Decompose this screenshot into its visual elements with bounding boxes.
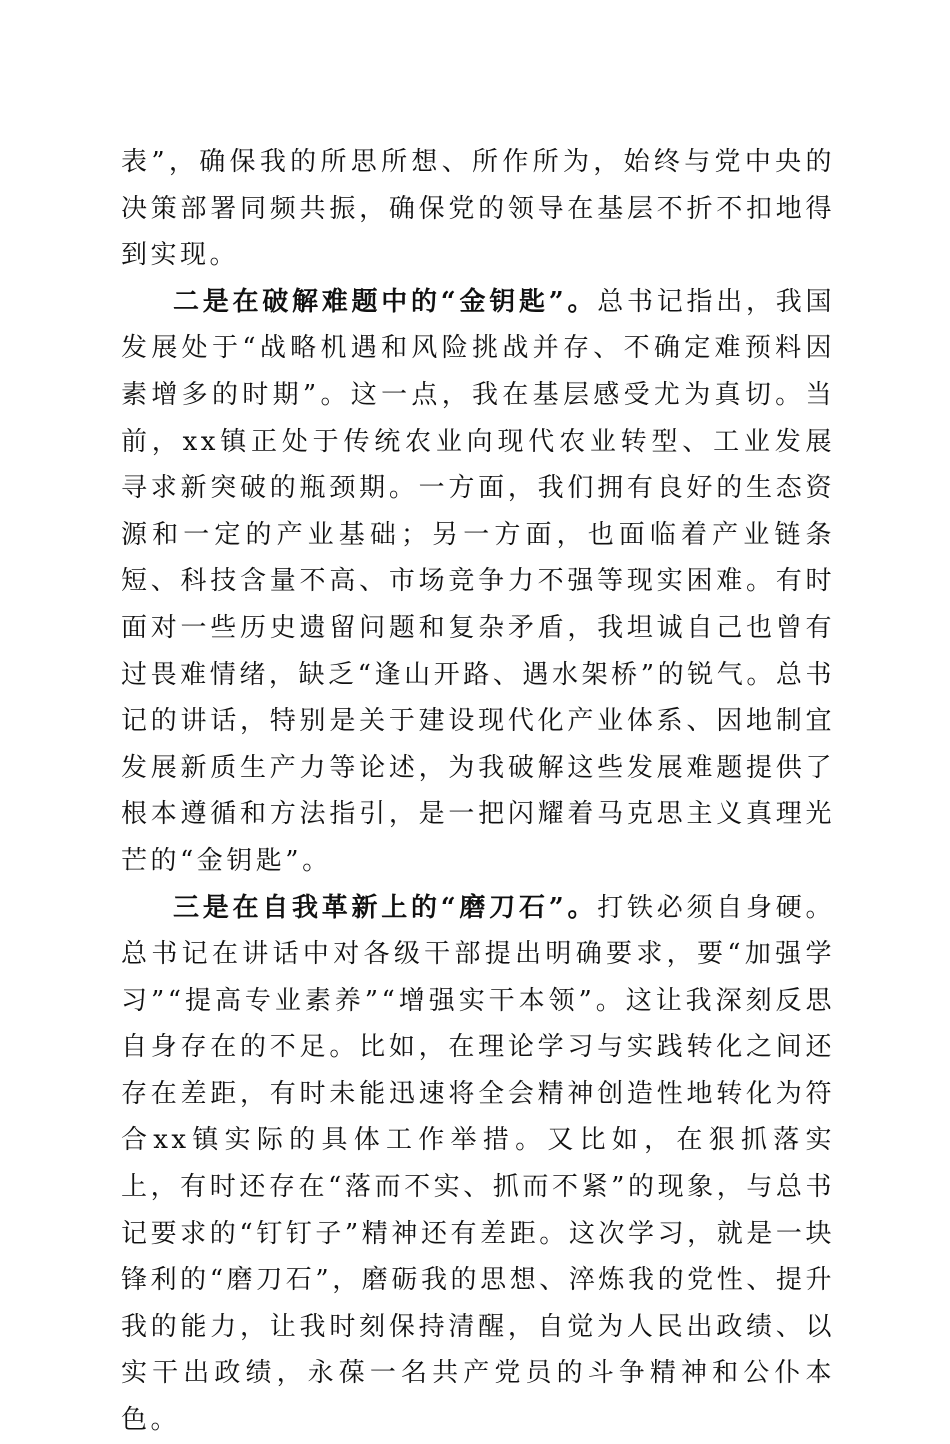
paragraph-continuation <box>121 139 835 279</box>
document-body <box>121 139 835 1444</box>
paragraph-lead: 三是在自我革新上的“磨刀石”。 <box>173 892 598 923</box>
paragraph-golden-key <box>121 279 835 885</box>
paragraph-text: 表”，确保我的所思所想、所作所为，始终与党中央的决策部署同频共振，确保党的领导在基层不折不扣地得到实现。 <box>121 147 835 271</box>
paragraph-whetstone <box>121 885 835 1444</box>
paragraph-text: 总书记指出，我国发展处于“战略机遇和风险挑战并存、不确定难预料因素增多的时期”。这一点，我在基层感受尤为真切。当前，xx镇正处于传统农业向现代农业转型、工业发展寻求新突破的瓶颈期。一方面，我们拥有良好的生态资源和一定的产业基础；另一方面，也面临着产业链条短、科技含量不高、市场竞争力不强等现实困难。有时面对一些历史遗留问题和复杂矛盾，我坦诚自己也曾有过畏难情绪，缺乏“逢山开路、遇水架桥”的锐气。总书记的讲话，特别是关于建设现代化产业体系、因地制宜发展新质生产力等论述，为我破解这些发展难题提供了根本遵循和方法指引，是一把闪耀着马克思主义真理光芒的“金钥匙”。 <box>121 286 835 876</box>
paragraph-lead: 二是在破解难题中的“金钥匙”。 <box>173 286 598 317</box>
paragraph-text: 打铁必须自身硬。总书记在讲话中对各级干部提出明确要求，要“加强学习”“提高专业素养”“增强实干本领”。这让我深刻反思自身存在的不足。比如，在理论学习与实践转化之间还存在差距，有时未能迅速将全会精神创造性地转化为符合xx镇实际的具体工作举措。又比如，在狠抓落实上，有时还存在“落而不实、抓而不紧”的现象，与总书记要求的“钉钉子”精神还有差距。这次学习，就是一块锋利的“磨刀石”，磨砺我的思想、淬炼我的党性、提升我的能力，让我时刻保持清醒，自觉为人民出政绩、以实干出政绩，永葆一名共产党员的斗争精神和公仆本色。 <box>121 892 835 1436</box>
